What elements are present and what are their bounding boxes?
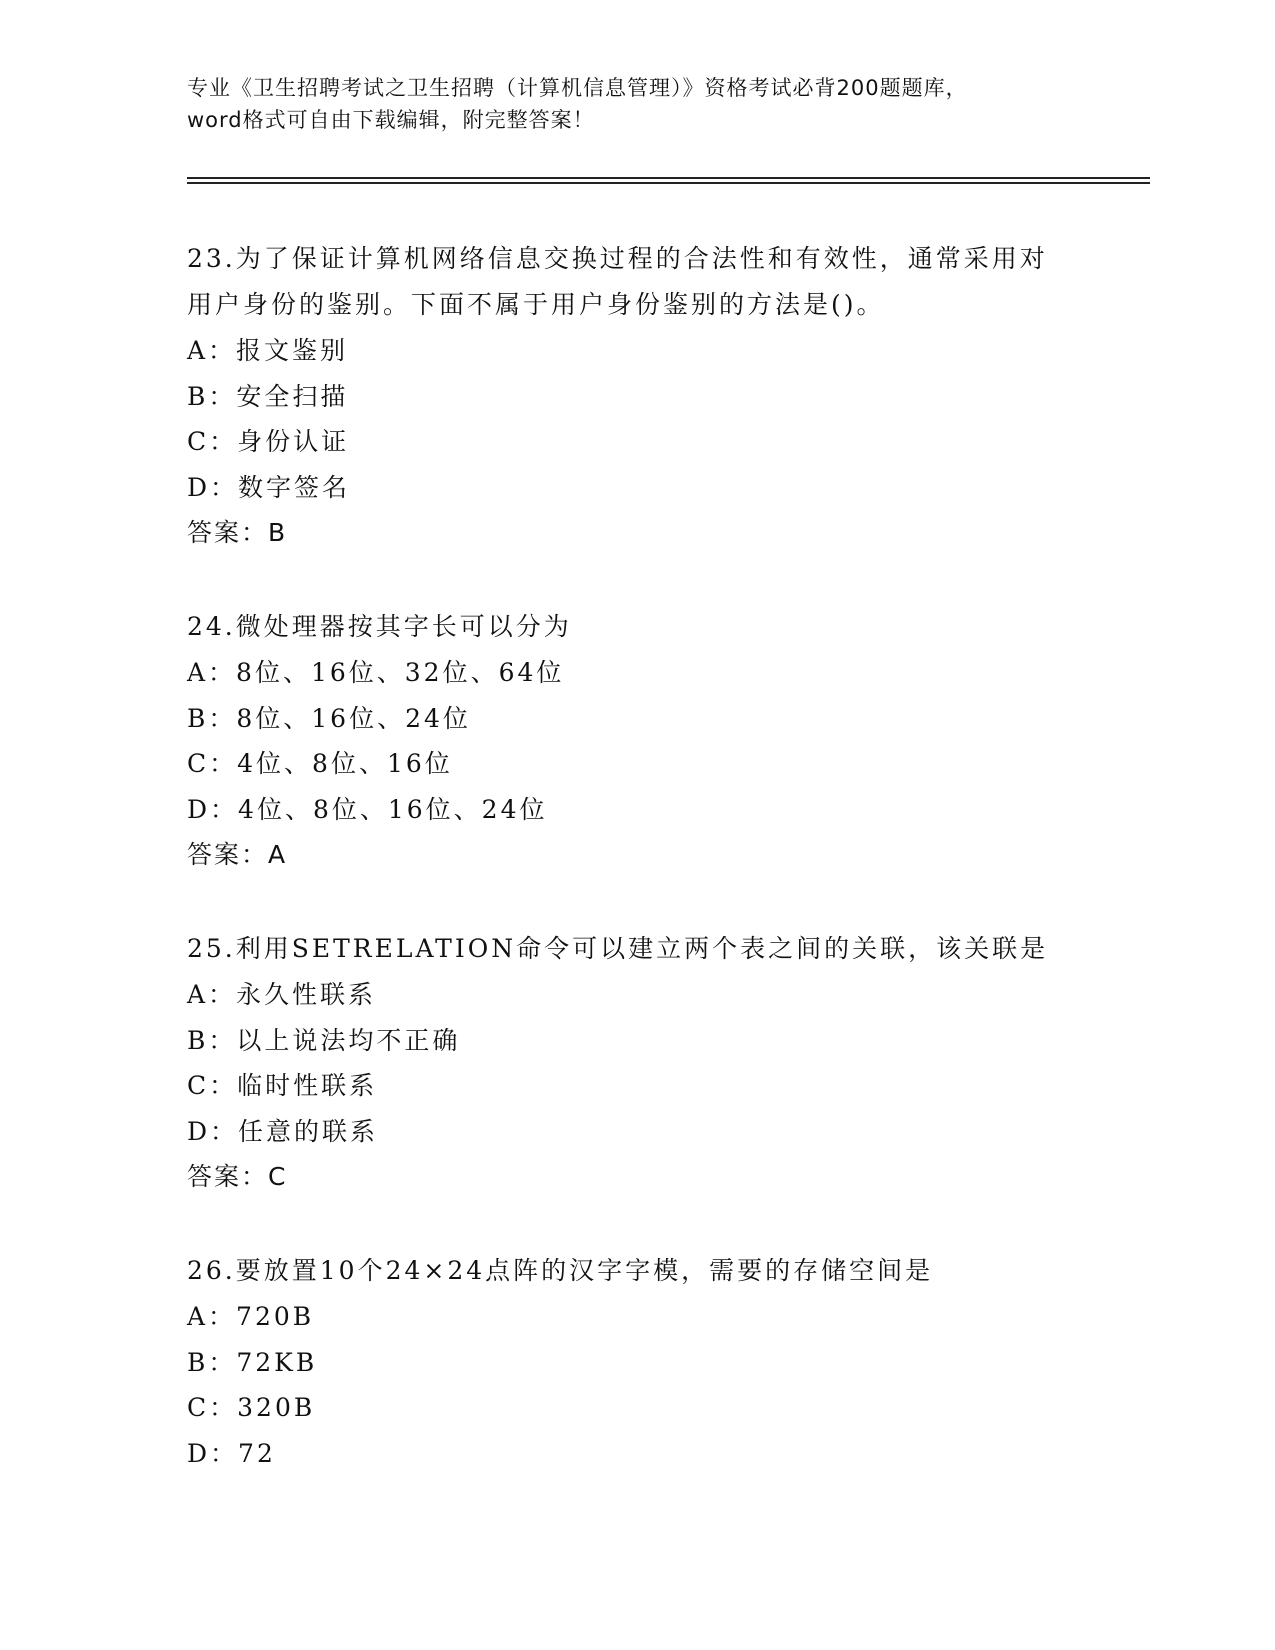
- question-23: [187, 236, 1127, 556]
- question-stem: 用户身份的鉴别。下面不属于用户身份鉴别的方法是()。: [187, 290, 885, 319]
- option-a: A：永久性联系: [187, 980, 377, 1009]
- question-26: [187, 1248, 1127, 1476]
- question-25: [187, 926, 1127, 1200]
- option-d: D：任意的联系: [187, 1116, 379, 1146]
- option-d: D：4位、8位、16位、24位: [187, 794, 548, 824]
- question-stem: 23.为了保证计算机网络信息交换过程的合法性和有效性，通常采用对: [187, 244, 1048, 273]
- header-line-2: word格式可自由下载编辑，附完整答案！: [187, 108, 595, 132]
- answer: 答案：A: [187, 840, 288, 869]
- option-c: C：临时性联系: [187, 1071, 378, 1100]
- option-a: A：8位、16位、32位、64位: [187, 658, 565, 687]
- question-stem: 26.要放置10个24×24点阵的汉字字模，需要的存储空间是: [187, 1256, 934, 1285]
- header-divider-top: [187, 177, 1150, 179]
- answer: 答案：C: [187, 1162, 288, 1191]
- option-d: D：数字签名: [187, 472, 351, 502]
- question-24: [187, 604, 1127, 878]
- option-c: C：320B: [187, 1393, 316, 1422]
- document-header: [187, 72, 1087, 136]
- option-c: C：身份认证: [187, 427, 350, 456]
- question-list: [187, 236, 1127, 1524]
- option-b: B：以上说法均不正确: [187, 1025, 461, 1055]
- option-a: A：报文鉴别: [187, 336, 349, 365]
- option-b: B：安全扫描: [187, 381, 349, 411]
- option-b: B：8位、16位、24位: [187, 703, 471, 733]
- question-stem: 24.微处理器按其字长可以分为: [187, 612, 572, 641]
- option-c: C：4位、8位、16位: [187, 749, 453, 778]
- answer: 答案：B: [187, 518, 288, 547]
- option-a: A：720B: [187, 1302, 315, 1331]
- header-line-1: 专业《卫生招聘考试之卫生招聘（计算机信息管理）》资格考试必背200题题库，: [187, 76, 968, 100]
- question-stem: 25.利用SETRELATION命令可以建立两个表之间的关联，该关联是: [187, 934, 1049, 963]
- option-d: D：72: [187, 1438, 276, 1468]
- header-divider-bottom: [187, 182, 1150, 184]
- option-b: B：72KB: [187, 1347, 318, 1377]
